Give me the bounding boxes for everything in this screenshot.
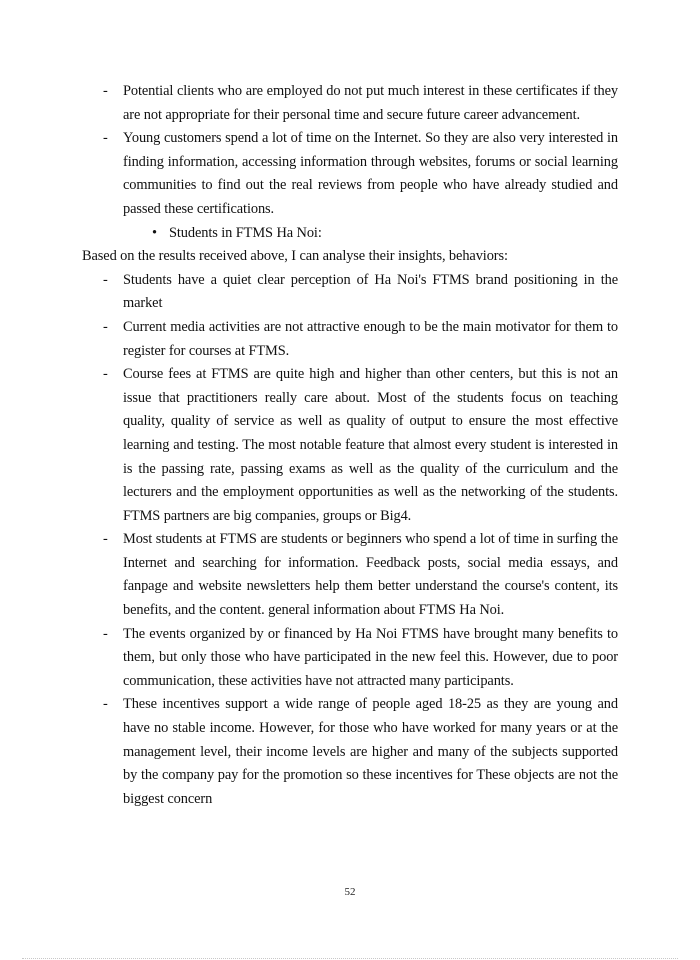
dash-marker: - [103,696,108,713]
list-item [82,363,618,528]
list-item [82,127,618,221]
list-item-text: The events organized by or financed by Ha Noi FTMS have brought many benefits to them, but only those who have participated in the new feel this. However, due to poor communication, these activities have not attracted many participants. [123,625,618,689]
list-item [82,80,618,127]
bullet-heading-text: Students in FTMS Ha Noi: [169,224,322,241]
page-bottom-divider [22,958,678,959]
bullet-heading [82,222,618,246]
list-item-text: Most students at FTMS are students or beginners who spend a lot of time in surfing the Internet and searching for information. Feedback posts, social media essays, and fanpage and website newsletters help them better understand the course's content, its benefits, and the content. general information about FTMS Ha Noi. [123,531,618,619]
dash-marker: - [103,366,108,383]
list-item [82,269,618,316]
page-number: 52 [344,886,356,898]
list-item-text: These incentives support a wide range of people aged 18-25 as they are young and have no stable income. However, for those who have worked for many years or at the management level, their income levels are higher and many of the subjects supported by the company pay for the promotion so these incentives for These objects are not the biggest concern [123,696,618,807]
dash-marker: - [103,318,108,335]
bullet-marker: • [152,224,157,241]
dash-marker: - [103,271,108,288]
list-item-text: Young customers spend a lot of time on the Internet. So they are also very interested in finding information, accessing information through websites, forums or social learning communities to find out the real reviews from people who have already studied and passed these certifications. [123,130,618,217]
list-item-text: Course fees at FTMS are quite high and higher than other centers, but this is not an issue that practitioners really care about. Most of the students focus on teaching quality, quality of service as well as quality of output to ensure the most effective learning and testing. The most notable feature that almost every student is interested in is the passing rate, passing exams as well as the quality of the curriculum and the lecturers and the employment opportunities as well as the networking of the students. FTMS partners are big companies, groups or Big4. [123,366,618,524]
list-item-text: Potential clients who are employed do not put much interest in these certificates if they are not appropriate for their personal time and secure future career advancement. [123,83,618,123]
dash-marker: - [103,625,108,642]
dash-marker: - [103,531,108,548]
list-item [82,316,618,363]
dash-marker: - [103,83,108,99]
list-item [82,528,618,622]
list-item [82,693,618,811]
dash-marker: - [103,130,108,147]
list-item [82,623,618,694]
list-item-text: Current media activities are not attractive enough to be the main motivator for them to register for courses at FTMS. [123,318,618,359]
list-item-text: Students have a quiet clear perception of Ha Noi's FTMS brand positioning in the market [123,271,618,312]
intro-paragraph: Based on the results received above, I can analyse their insights, behaviors: [82,248,508,265]
page-content [82,80,618,811]
